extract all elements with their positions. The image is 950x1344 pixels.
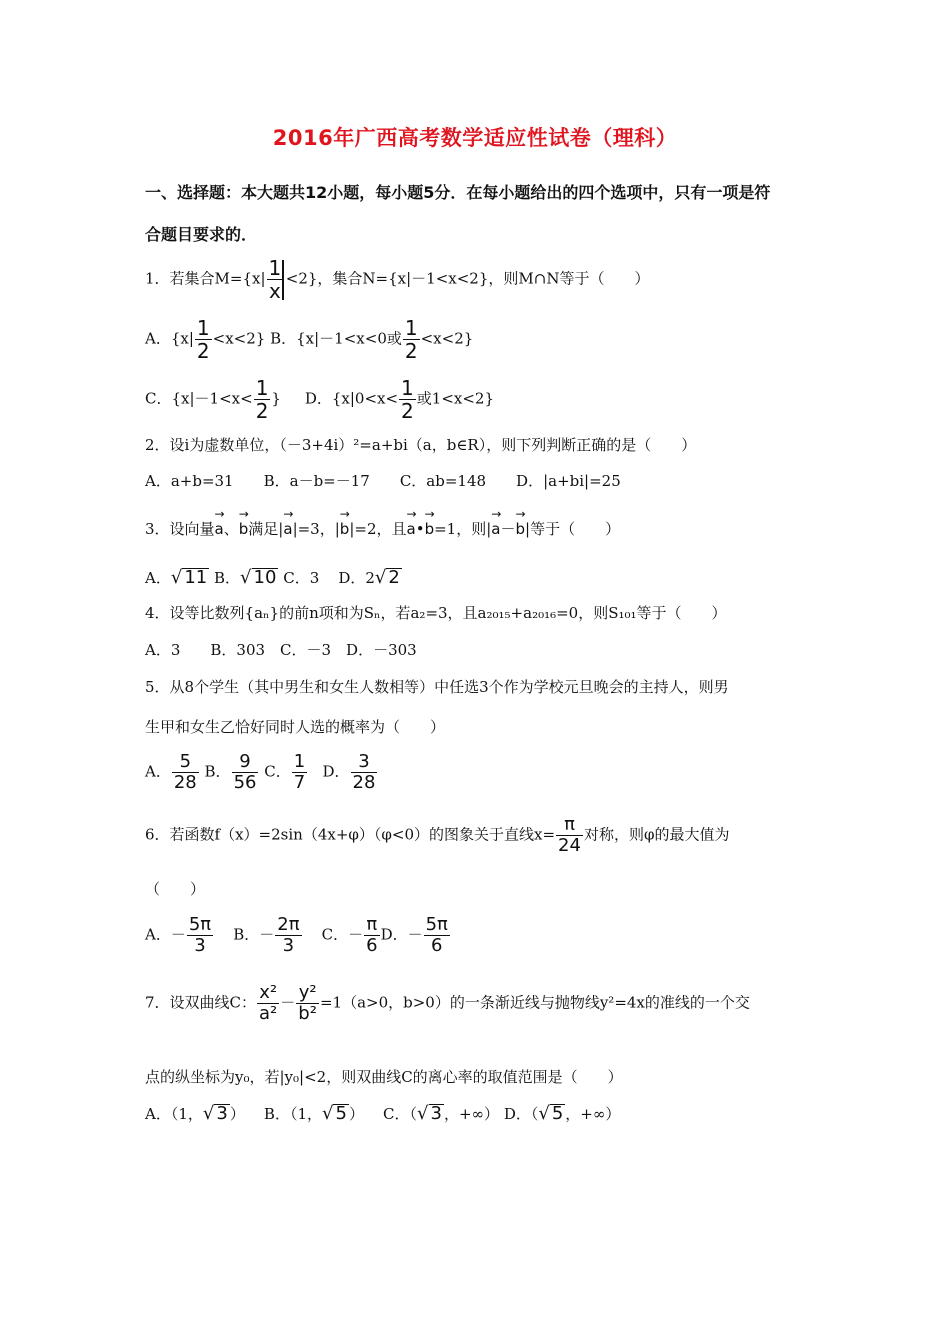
question-7-options: A．（1，√ 3 ） B．（1，√ 5 ） C．（√ 3 ，+∞） D．（√ 5 ，+∞） — [145, 1103, 621, 1124]
fraction: $\frac{1}{2}$ — [196, 316, 210, 363]
question-5-stem-line1: 5．从8个学生（其中男生和女生人数相等）中任选3个作为学校元旦晚会的主持人，则男 — [145, 678, 729, 696]
fraction: $\frac{2\pi}{3}$ — [277, 914, 300, 956]
question-6-options: A．－ $\frac{5\pi}{3}$ B．－ $\frac{2\pi}{3}$ C．－ $\frac{\pi}{6}$ D．－ $\frac{5\pi}{6}$ — [145, 914, 448, 956]
question-1-options-cd: C．{x|－1<x< $\frac{1}{2}$ } D．{x|0<x< $\frac{1}{2}$ 或1<x<2} — [145, 376, 495, 423]
vector-a: → a — [283, 520, 292, 537]
fraction: $\frac{5\pi}{6}$ — [425, 914, 448, 956]
sqrt: √ 2 — [374, 567, 400, 588]
bar — [282, 260, 284, 300]
vector-a: → a — [407, 520, 416, 537]
sqrt: √ 3 — [202, 1103, 228, 1124]
sqrt: √ 11 — [170, 567, 208, 588]
question-3-stem: 3．设向量→ a、→ b满足|→ a|=3，|→ b|=2，且→ a•→ b=1，则|→ a－→ b|等于（ ） — [145, 520, 620, 537]
fraction: $\frac{1}{7}$ — [293, 751, 306, 793]
fraction: $\frac{1}{2}$ — [255, 376, 269, 423]
fraction: $\frac{5\pi}{3}$ — [188, 914, 212, 956]
vector-b: → b — [515, 520, 525, 537]
question-6-stem: 6．若函数f（x）=2sin（4x+φ）（φ<0）的图象关于直线x= $\frac{\pi}{24}$ 对称，则φ的最大值为 — [145, 814, 730, 856]
vector-a: → a — [491, 520, 500, 537]
sqrt: √ 3 — [417, 1103, 442, 1124]
section-heading-line2: 合题目要求的． — [145, 225, 258, 244]
question-1-options-ab: A．{x| $\frac{1}{2}$ <x<2} B．{x|－1<x<0或 $\frac{1}{2}$ <x<2} — [145, 316, 474, 363]
fraction: $\frac{3}{28}$ — [352, 751, 376, 793]
sqrt: √ 5 — [538, 1103, 564, 1124]
vector-b: → b — [239, 520, 249, 537]
question-1-stem: 1．若集合M={x| $\frac{1}{x}$ <2}，集合N={x|－1<x<2}，则M∩N等于（ ） — [145, 256, 650, 303]
sqrt: √ 5 — [322, 1103, 347, 1124]
fraction: $\frac{\pi}{6}$ — [366, 914, 378, 956]
question-5-options: A． $\frac{5}{28}$ B． $\frac{9}{56}$ C． $\frac{1}{7}$ D． $\frac{3}{28}$ — [145, 751, 376, 793]
page-title: 2016年广西高考数学适应性试卷（理科） — [272, 126, 678, 150]
question-2-options: A．a+b=31 B．a－b=－17 C．ab=148 D．|a+bi|=25 — [145, 472, 621, 490]
question-2-stem: 2．设i为虚数单位，（－3+4i）²=a+bi（a，b∈R），则下列判断正确的是（ ） — [145, 436, 697, 454]
fraction: $\frac{1}{x}$ — [268, 256, 282, 303]
question-7-stem: 7．设双曲线C： $\frac{\text{x²}}{\text{a²}}$ － $\frac{\text{y²}}{\text{b²}}$ =1（a>0，b>0）的一条渐近线与抛物线y²=4x的准线的一个交 — [145, 982, 750, 1024]
question-4-options: A．3 B．303 C．－3 D．－303 — [145, 641, 417, 659]
fraction: $\frac{1}{2}$ — [404, 316, 418, 363]
question-3-options: A．√ 11 B．√ 10 C．3 D．2√ 2 — [145, 567, 400, 588]
question-4-stem: 4．设等比数列{aₙ}的前n项和为Sₙ，若a₂=3，且a₂₀₁₅+a₂₀₁₆=0，则S₁₀₁等于（ ） — [145, 604, 727, 622]
question-6-paren: （ ） — [145, 880, 206, 898]
fraction: $\frac{\pi}{24}$ — [558, 814, 581, 856]
vector-b: → b — [425, 520, 435, 537]
fraction: $\frac{9}{56}$ — [233, 751, 257, 793]
vector-a: → a — [215, 520, 224, 537]
fraction: $\frac{\text{x²}}{\text{a²}}$ — [259, 982, 278, 1024]
vector-b: → b — [340, 520, 350, 537]
question-7-stem-line2: 点的纵坐标为y₀，若|y₀|<2，则双曲线C的离心率的取值范围是（ ） — [145, 1068, 623, 1086]
fraction: $\frac{5}{28}$ — [173, 751, 197, 793]
sqrt: √ 10 — [240, 567, 277, 588]
question-5-stem-line2: 生甲和女生乙恰好同时人选的概率为（ ） — [145, 718, 446, 736]
fraction: $\frac{1}{2}$ — [401, 376, 414, 423]
fraction: $\frac{\text{y²}}{\text{b²}}$ — [298, 982, 317, 1024]
section-heading-line1: 一、选择题：本大题共12小题，每小题5分．在每小题给出的四个选项中，只有一项是符 — [145, 183, 771, 202]
